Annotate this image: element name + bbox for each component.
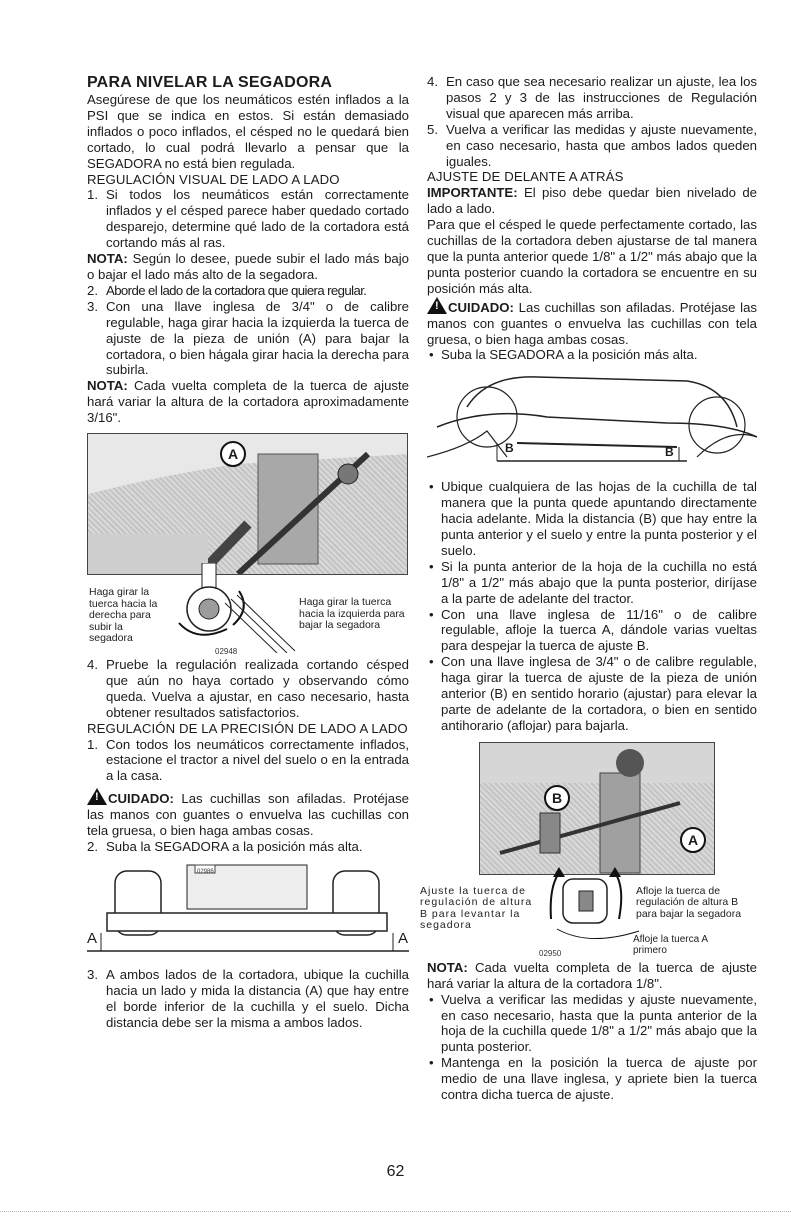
list-item: • Vuelva a verificar las medidas y ajuste nuevamente, en caso necesario, hasta que la punta anterior de la hoja de la cuchilla quede 1/8" a 1/2" más abajo que la punta posterior.	[429, 991, 757, 1055]
list-item: 3. Con una llave inglesa de 3/4" o de calibre regulable, haga girar hacia la izquierda la tuerca de ajuste de la pieza de unión (A) para bajar la cortadora, o bien hágala girar hacia la derecha para subirla.	[87, 298, 409, 378]
list-item: 1. Si todos los neumáticos están correctamente inflados y el césped parece haber quedado cortado desparejo, determine qué lado de la cortadora está cortando más al ras.	[87, 187, 409, 251]
list-item: • Ubique cualquiera de las hojas de la cuchilla de tal manera que la punta quede apuntando directamente hacia adelante. Mida la distancia (B) que hay entre la punta anterior y el suelo y entre la punta posterior y el suelo.	[429, 479, 757, 558]
note-paragraph: NOTA: Según lo desee, puede subir el lado más bajo o bajar el lado más alto de la segadora.	[87, 251, 409, 282]
list-item: 2. Suba la SEGADORA a la posición más alta.	[87, 839, 363, 854]
caption-raise: Haga girar la tuerca hacia la derecha para subir la segadora	[89, 586, 158, 645]
left-column	[87, 74, 409, 1031]
body-paragraph: Para que el césped le quede perfectamente cortado, las cuchillas de la cortadora deben ajustarse de tal manera que la punta anterior quede 1/8" a 1/2" más abajo que la punta posterior cuando la cortadora se encuentre en su posición más alta.	[427, 217, 757, 296]
warning-icon: !	[87, 788, 107, 805]
front-linkage-photo	[479, 742, 715, 875]
caption-lower: Haga girar la tuerca hacia la izquierda para bajar la segadora	[299, 596, 405, 632]
subheading-front-back: AJUSTE DE DELANTE A ATRÁS	[427, 169, 624, 185]
figure-deck-adjustment	[87, 433, 409, 657]
list-item: • Con una llave inglesa de 11/16" o de calibre regulable, afloje la tuerca A, dándole varias vueltas para despejar la tuerca de ajuste B.	[429, 606, 757, 654]
list-item: 2. Aborde el lado de la cortadora que quiera regular.	[87, 282, 367, 298]
figure-side-measure	[87, 861, 409, 957]
right-column	[420, 74, 757, 1103]
list-item: 5. Vuelva a verificar las medidas y ajuste nuevamente, en caso necesario, hasta que ambos lados queden iguales.	[427, 121, 757, 169]
warning-icon: !	[427, 297, 447, 314]
list-item: • Suba la SEGADORA a la posición más alta.	[429, 347, 698, 363]
list-item: 4. Pruebe la regulación realizada cortando césped que aún no haya cortado y observando cómo queda. Vuelva a ajustar, en caso necesario, hasta obtener resultados satisfactorios.	[87, 657, 409, 720]
part-number: 02948	[215, 647, 238, 657]
list-item: 4. En caso que sea necesario realizar un ajuste, lea los pasos 2 y 3 de las instrucciones de Regulación visual que aparecen más arriba.	[427, 74, 757, 121]
list-item: • Si la punta anterior de la hoja de la cuchilla no está 1/8" a 1/2" más abajo que la punta posterior, diríjase a la parte de adelante del tractor.	[429, 558, 757, 606]
mower-side-drawing	[427, 367, 757, 471]
part-number: 02986	[197, 868, 214, 875]
caption-loosen-a-first: Afloje la tuerca A primero	[633, 933, 708, 957]
list-item: 3. A ambos lados de la cortadora, ubique la cuchilla hacia un lado y mida la distancia (A) que hay entre el borde inferior de la cuchilla y el suelo. Dicha distancia debe ser la misma a ambos lados.	[87, 966, 409, 1030]
intro-paragraph: Asegúrese de que los neumáticos estén inflados a la PSI que se indica en estos. Si están demasiado inflados o poco inflados, el césped no le quedará bien cortado, lo cual podrá llevarlo a pensar que la SEGADORA no está bien regulada.	[87, 92, 409, 171]
callout-a: A	[220, 441, 246, 467]
callout-b: B	[544, 785, 570, 811]
callout-a: A	[680, 827, 706, 853]
important-paragraph: IMPORTANTE: El piso debe quedar bien nivelado de lado a lado.	[427, 185, 757, 217]
label-b-front: B	[505, 441, 514, 456]
list-item: • Con una llave inglesa de 3/4" o de calibre regulable, haga girar la tuerca de ajuste de la pieza de unión anterior (B) en sentido horario (ajustar) para elevar la parte de adelante de la cortadora, o bien en sentido antihorario (aflojar) para bajarla.	[429, 654, 757, 733]
linkage-drawing	[88, 434, 408, 575]
label-b-rear: B	[665, 445, 674, 460]
deck-linkage-photo	[87, 433, 408, 575]
page-number: 62	[386, 1163, 405, 1180]
caution-paragraph: ! CUIDADO: Las cuchillas son afiladas. Protéjase las manos con guantes o envuelva las cuchillas con tela gruesa, o bien haga ambas cosas.	[427, 297, 757, 348]
figure-blade-measure	[427, 367, 757, 471]
figure-front-linkage	[420, 742, 757, 960]
caution-paragraph: ! CUIDADO: Las cuchillas son afiladas. Protéjase las manos con guantes o envuelva las cuchillas con tela gruesa, o bien haga ambas cosas.	[87, 788, 409, 839]
note-paragraph: NOTA: Cada vuelta completa de la tuerca de ajuste hará variar la altura de la cortadora 1/8".	[427, 959, 757, 991]
subheading-visual: REGULACIÓN VISUAL DE LADO A LADO	[87, 171, 340, 187]
section-title: PARA NIVELAR LA SEGADORA	[87, 74, 333, 91]
label-a-right: A	[398, 929, 409, 947]
note-paragraph: NOTA: Cada vuelta completa de la tuerca de ajuste hará variar la altura de la cortadora aproximadamente 3/16".	[87, 378, 409, 426]
subheading-precision: REGULACIÓN DE LA PRECISIÓN DE LADO A LADO	[87, 720, 408, 736]
list-item: • Mantenga en la posición la tuerca de ajuste por medio de una llave inglesa, y apriete bien la tuerca contra dicha tuerca de ajuste.	[429, 1055, 757, 1103]
list-item: 1. Con todos los neumáticos correctamente inflados, estacione el tractor a nivel del suelo o en la entrada a la casa.	[87, 736, 409, 784]
footer-rule	[0, 1211, 791, 1212]
mower-front-drawing	[87, 861, 409, 957]
part-number: 02950	[539, 948, 562, 958]
label-a-left: A	[87, 929, 98, 947]
front-linkage-drawing	[480, 743, 715, 875]
caption-loosen: Afloje la tuerca de regulación de altura B para bajar la segadora	[636, 884, 742, 920]
caption-tighten: Ajuste la tuerca de regulación de altura B para levantar la segadora	[420, 884, 533, 932]
